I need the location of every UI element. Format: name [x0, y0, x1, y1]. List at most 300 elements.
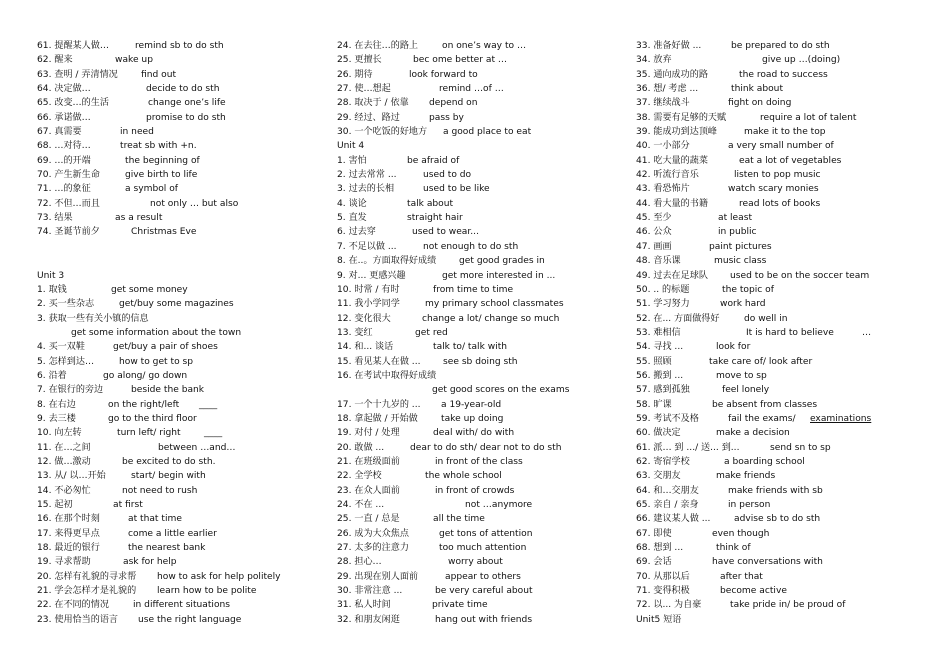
- vocab-entry: [37, 383, 322, 397]
- chinese-phrase: 15. 看见某人在做 ...: [337, 356, 421, 367]
- vocab-entry: [37, 426, 322, 440]
- chinese-phrase: 10. 向左转: [37, 428, 82, 439]
- english-phrase: how to get to sp: [119, 356, 194, 367]
- english-phrase: send sn to sp: [770, 442, 831, 453]
- english-phrase: get some money: [111, 284, 188, 295]
- chinese-phrase: 28. 担心…: [337, 557, 382, 568]
- vocab-entry: [37, 82, 322, 96]
- english-phrase: depend on: [429, 98, 478, 109]
- english-phrase: fail the exams/: [728, 413, 796, 424]
- phrase-suffix: ____: [199, 399, 218, 410]
- chinese-phrase: 69. …的开端: [37, 155, 91, 166]
- blank-line: [37, 240, 322, 254]
- chinese-phrase: 35. 通向成功的路: [636, 69, 708, 80]
- english-phrase: be afraid of: [407, 155, 460, 166]
- english-phrase: be excited to do sth.: [122, 456, 216, 467]
- vocab-entry: [337, 426, 627, 440]
- vocab-entry: [337, 39, 627, 53]
- vocab-entry: [636, 570, 936, 584]
- english-phrase: think of: [716, 543, 751, 554]
- chinese-phrase: 55. 照顾: [636, 356, 672, 367]
- vocab-entry: [37, 111, 322, 125]
- chinese-phrase: 62. 醒来: [37, 55, 73, 66]
- chinese-phrase: 6. 沿着: [37, 370, 67, 381]
- vocab-entry: [636, 613, 936, 627]
- english-phrase: watch scary monies: [728, 184, 819, 195]
- chinese-phrase: 13. 从/ 以…开始: [37, 471, 106, 482]
- chinese-phrase: 49. 过去在足球队: [636, 270, 708, 281]
- chinese-phrase: 44. 看大量的书籍: [636, 198, 708, 209]
- vocab-entry: [337, 340, 627, 354]
- vocab-entry: [37, 484, 322, 498]
- chinese-phrase: 4. 买一双鞋: [37, 342, 85, 353]
- vocab-entry: [636, 326, 936, 340]
- english-phrase: a symbol of: [125, 184, 178, 195]
- english-phrase: get tons of attention: [439, 528, 533, 539]
- chinese-phrase: 19. 对付 / 处理: [337, 428, 400, 439]
- vocab-entry: [37, 369, 322, 383]
- english-phrase: require a lot of talent: [760, 112, 857, 123]
- english-phrase: in front of the class: [435, 456, 523, 467]
- chinese-phrase: 2. 买一些杂志: [37, 299, 95, 310]
- chinese-phrase: 28. 取决于 / 依靠: [337, 98, 409, 109]
- vocab-entry: [37, 441, 322, 455]
- english-phrase: used to wear...: [412, 227, 479, 238]
- english-phrase: deal with/ do with: [433, 428, 515, 439]
- chinese-phrase: 66. 建议某人做 ...: [636, 514, 711, 525]
- chinese-phrase: 27. 使…想起: [337, 84, 391, 95]
- vocab-entry: [37, 283, 322, 297]
- vocab-entry: [337, 383, 627, 397]
- chinese-phrase: 66. 承诺做…: [37, 112, 91, 123]
- vocab-entry: [37, 584, 322, 598]
- chinese-phrase: 11. 我小学同学: [337, 299, 400, 310]
- chinese-phrase: 5. 怎样到达…: [37, 356, 95, 367]
- chinese-phrase: 15. 起初: [37, 500, 73, 510]
- chinese-phrase: 9. 去三楼: [37, 413, 76, 424]
- vocab-entry: [37, 512, 322, 526]
- chinese-phrase: 42. 听流行音乐: [636, 170, 699, 181]
- chinese-phrase: 20. 敢做 ...: [337, 442, 385, 453]
- vocab-entry: [636, 211, 936, 225]
- vocab-entry: [636, 240, 936, 254]
- vocab-entry: [636, 541, 936, 555]
- vocab-entry: [337, 139, 627, 153]
- vocab-entry: [636, 53, 936, 67]
- chinese-phrase: 43. 看恐怖片: [636, 184, 690, 195]
- chinese-phrase: 20. 怎样有礼貌的寻求帮: [37, 571, 137, 582]
- english-phrase: do well in: [744, 313, 788, 324]
- english-phrase: ask for help: [123, 557, 177, 568]
- chinese-phrase: 68. 想到 ...: [636, 543, 684, 554]
- english-phrase: after that: [720, 571, 763, 582]
- vocab-entry: [37, 555, 322, 569]
- chinese-phrase: 1. 取钱: [37, 284, 67, 295]
- chinese-phrase: 30. 非常注意 ...: [337, 586, 403, 597]
- vocab-entry: [636, 412, 936, 426]
- english-phrase: at that time: [128, 514, 182, 525]
- vocab-entry: [337, 441, 627, 455]
- vocab-entry: [37, 182, 322, 196]
- chinese-phrase: 50. .. 的标题: [636, 284, 690, 295]
- chinese-phrase: 8. 在..。方面取得好成绩: [337, 256, 437, 267]
- vocab-entry: [636, 225, 936, 239]
- vocab-entry: [37, 312, 322, 326]
- chinese-phrase: 71. …的象征: [37, 184, 91, 195]
- vocab-entry: [337, 326, 627, 340]
- chinese-phrase: 19. 寻求帮助: [37, 557, 91, 568]
- chinese-phrase: 10. 时常 / 有时: [337, 284, 400, 295]
- vocab-entry: [37, 527, 322, 541]
- chinese-phrase: 70. 从那以后: [636, 571, 690, 582]
- vocab-entry: [337, 197, 627, 211]
- chinese-phrase: 40. 一小部分: [636, 141, 690, 152]
- vocab-entry: [636, 197, 936, 211]
- chinese-phrase: 3. 获取一些有关小镇的信息: [37, 313, 149, 324]
- vocab-entry: [636, 383, 936, 397]
- vocab-entry: [37, 225, 322, 239]
- vocab-entry: [337, 53, 627, 67]
- phrase-suffix: …: [862, 327, 872, 338]
- chinese-phrase: 17. 来得更早点: [37, 528, 100, 539]
- english-phrase: give birth to life: [125, 170, 198, 181]
- english-phrase: used to be on the soccer team: [730, 270, 870, 281]
- chinese-phrase: 30. 一个吃饭的好地方: [337, 127, 428, 138]
- english-phrase: think about: [731, 84, 784, 95]
- english-phrase: get good scores on the exams: [432, 385, 570, 396]
- english-phrase: too much attention: [439, 543, 527, 554]
- vocab-entry: [37, 297, 322, 311]
- vocab-entry: [337, 469, 627, 483]
- english-phrase: make it to the top: [744, 127, 826, 138]
- vocab-entry: [636, 312, 936, 326]
- chinese-phrase: 18. 最近的银行: [37, 543, 100, 554]
- english-phrase: not enough to do sth: [423, 241, 519, 252]
- english-phrase: look forward to: [409, 69, 478, 80]
- english-phrase: work hard: [720, 299, 766, 310]
- english-phrase: remind …of …: [439, 84, 504, 95]
- vocab-entry: [636, 369, 936, 383]
- vocab-entry: [37, 269, 322, 283]
- english-phrase: give up …(doing): [762, 55, 841, 66]
- vocab-entry: [337, 240, 627, 254]
- vocab-entry: [636, 455, 936, 469]
- vocab-entry: [337, 182, 627, 196]
- english-phrase: between …and…: [158, 442, 236, 453]
- chinese-phrase: 22. 全学校: [337, 471, 382, 482]
- vocab-entry: [337, 570, 627, 584]
- english-phrase: a boarding school: [724, 456, 805, 467]
- chinese-phrase: 29. 经过、路过: [337, 112, 400, 123]
- english-phrase: in person: [728, 500, 771, 510]
- chinese-phrase: 48. 音乐课: [636, 256, 681, 267]
- english-phrase: the beginning of: [125, 155, 200, 166]
- english-phrase: paint pictures: [709, 241, 772, 252]
- vocab-entry: [37, 598, 322, 612]
- phrase-suffix: ____: [204, 428, 223, 439]
- english-phrase: a very small number of: [728, 141, 834, 152]
- english-phrase: hang out with friends: [435, 614, 533, 625]
- chinese-phrase: 27. 太多的注意力: [337, 543, 409, 554]
- vocab-entry: [636, 598, 936, 612]
- english-phrase: go to the third floor: [108, 413, 197, 424]
- vocab-entry: [37, 412, 322, 426]
- chinese-phrase: Unit5 短语: [636, 614, 682, 625]
- vocab-entry: [636, 125, 936, 139]
- english-phrase: in need: [120, 127, 154, 138]
- chinese-phrase: 6. 过去穿: [337, 227, 376, 238]
- chinese-phrase: 61. 提醒某人做…: [37, 41, 109, 51]
- vocab-entry: [337, 269, 627, 283]
- vocab-entry: [337, 555, 627, 569]
- chinese-phrase: 29. 出现在别人面前: [337, 571, 419, 582]
- chinese-phrase: 65. 改变…的生活: [37, 98, 109, 109]
- chinese-phrase: 24. 不在 ...: [337, 500, 385, 510]
- chinese-phrase: 52. 在... 方面做得好: [636, 313, 720, 324]
- english-phrase: use the right language: [138, 614, 242, 625]
- vocab-entry: [636, 139, 936, 153]
- chinese-phrase: 36. 想/ 考虑 ...: [636, 84, 699, 95]
- chinese-phrase: 31. 私人时间: [337, 600, 391, 611]
- english-phrase: be very careful about: [435, 586, 533, 597]
- english-phrase: decide to do sth: [146, 84, 220, 95]
- english-phrase: take care of/ look after: [709, 356, 813, 367]
- vocab-entry: [37, 96, 322, 110]
- english-phrase: a 19-year-old: [441, 399, 502, 410]
- chinese-phrase: 33. 准备好做 ...: [636, 41, 702, 51]
- english-phrase: beside the bank: [131, 385, 205, 396]
- english-phrase: take up doing: [441, 413, 504, 424]
- vocab-entry: [337, 412, 627, 426]
- chinese-phrase: 70. 产生新生命: [37, 170, 100, 181]
- english-phrase: have conversations with: [712, 557, 823, 568]
- chinese-phrase: 16. 在考试中取得好成绩: [337, 370, 437, 381]
- chinese-phrase: 25. 更擅长: [337, 55, 382, 66]
- vocab-entry: [636, 527, 936, 541]
- chinese-phrase: 12. 做…激动: [37, 456, 91, 467]
- english-phrase: private time: [432, 600, 488, 611]
- english-phrase: treat sb with +n.: [120, 141, 197, 152]
- chinese-phrase: 61. 派… 到 .../ 送... 到...: [636, 442, 740, 453]
- english-phrase: come a little earlier: [128, 528, 217, 539]
- vocab-entry: [636, 82, 936, 96]
- english-phrase: look for: [716, 342, 751, 353]
- english-phrase: wake up: [115, 55, 153, 66]
- vocab-entry: [37, 340, 322, 354]
- english-phrase: make friends with sb: [728, 485, 823, 496]
- vocabulary-column-3: [636, 39, 936, 627]
- vocab-entry: [37, 68, 322, 82]
- vocab-entry: [636, 168, 936, 182]
- english-phrase: It is hard to believe: [746, 327, 834, 338]
- vocab-entry: [37, 168, 322, 182]
- english-phrase: make friends: [716, 471, 776, 482]
- vocab-entry: [337, 211, 627, 225]
- chinese-phrase: 72. 以... 为自豪: [636, 600, 702, 611]
- chinese-phrase: Unit 3: [37, 270, 65, 281]
- chinese-phrase: Unit 4: [337, 141, 365, 152]
- blank-line: [37, 254, 322, 268]
- vocab-entry: [636, 512, 936, 526]
- english-phrase: in different situations: [133, 600, 231, 611]
- english-phrase: my primary school classmates: [425, 299, 564, 310]
- english-phrase: in front of crowds: [435, 485, 515, 496]
- chinese-phrase: 4. 谈论: [337, 198, 367, 209]
- chinese-phrase: 53. 难相信: [636, 327, 681, 338]
- phrase-suffix: examinations: [810, 413, 872, 424]
- english-phrase: get/buy some magazines: [119, 299, 234, 310]
- vocab-entry: [636, 269, 936, 283]
- vocab-entry: [37, 398, 322, 412]
- vocab-entry: [337, 283, 627, 297]
- vocab-entry: [37, 154, 322, 168]
- chinese-phrase: 24. 在去往…的路上: [337, 41, 419, 51]
- chinese-phrase: 41. 吃大量的蔬菜: [636, 155, 708, 166]
- vocab-entry: [37, 53, 322, 67]
- vocab-entry: [37, 326, 322, 340]
- chinese-phrase: 69. 会话: [636, 557, 672, 568]
- english-phrase: on one’s way to …: [442, 41, 527, 51]
- chinese-phrase: 71. 变得积极: [636, 586, 690, 597]
- chinese-phrase: 26. 期待: [337, 69, 373, 80]
- chinese-phrase: 62. 寄宿学校: [636, 456, 690, 467]
- chinese-phrase: 23. 使用恰当的语言: [37, 614, 119, 625]
- english-phrase: read lots of books: [739, 198, 821, 209]
- english-phrase: Christmas Eve: [131, 227, 197, 238]
- chinese-phrase: 21. 学会怎样才是礼貌的: [37, 586, 137, 597]
- vocab-entry: [636, 96, 936, 110]
- vocab-entry: [337, 598, 627, 612]
- chinese-phrase: 64. 和…交朋友: [636, 485, 699, 496]
- chinese-phrase: 17. 一个十九岁的 ...: [337, 399, 421, 410]
- chinese-phrase: 51. 学习努力: [636, 299, 690, 310]
- english-phrase: get red: [415, 327, 448, 338]
- vocab-entry: [337, 297, 627, 311]
- english-phrase: the nearest bank: [128, 543, 206, 554]
- chinese-phrase: 7. 不足以做 ...: [337, 241, 397, 252]
- vocab-entry: [337, 369, 627, 383]
- english-phrase: worry about: [448, 557, 503, 568]
- english-phrase: see sb doing sth: [443, 356, 518, 367]
- vocab-entry: [636, 555, 936, 569]
- chinese-phrase: 64. 决定做…: [37, 84, 91, 95]
- vocab-entry: [37, 355, 322, 369]
- vocab-entry: [636, 584, 936, 598]
- vocab-entry: [636, 68, 936, 82]
- vocab-entry: [337, 527, 627, 541]
- vocab-entry: [636, 39, 936, 53]
- chinese-phrase: 1. 害怕: [337, 155, 367, 166]
- english-phrase: in public: [718, 227, 757, 238]
- english-phrase: move to sp: [716, 370, 767, 381]
- vocab-entry: [636, 297, 936, 311]
- chinese-phrase: 22. 在不同的情况: [37, 600, 109, 611]
- english-phrase: straight hair: [407, 213, 463, 224]
- chinese-phrase: 59. 考试不及格: [636, 413, 699, 424]
- english-phrase: on the right/left: [108, 399, 180, 410]
- chinese-phrase: 12. 变化很大: [337, 313, 391, 324]
- english-phrase: listen to pop music: [734, 170, 821, 181]
- vocab-entry: [337, 312, 627, 326]
- chinese-phrase: 57. 感到孤独: [636, 385, 690, 396]
- vocab-entry: [337, 125, 627, 139]
- english-phrase: used to do: [423, 170, 472, 181]
- chinese-phrase: 2. 过去常常 ...: [337, 170, 397, 181]
- english-phrase: get more interested in ...: [442, 270, 556, 281]
- chinese-phrase: 46. 公众: [636, 227, 672, 238]
- vocab-entry: [37, 469, 322, 483]
- english-phrase: pass by: [429, 112, 464, 123]
- chinese-phrase: 47. 画画: [636, 241, 672, 252]
- vocab-entry: [337, 154, 627, 168]
- english-phrase: at first: [113, 500, 143, 510]
- english-phrase: go along/ go down: [103, 370, 188, 381]
- vocab-entry: [337, 455, 627, 469]
- chinese-phrase: 73. 结果: [37, 213, 73, 224]
- vocab-entry: [337, 254, 627, 268]
- vocab-entry: [636, 283, 936, 297]
- chinese-phrase: 13. 变红: [337, 327, 373, 338]
- english-phrase: advise sb to do sth: [734, 514, 821, 525]
- english-phrase: not …anymore: [465, 500, 533, 510]
- chinese-phrase: 9. 对... 更感兴趣: [337, 270, 406, 281]
- english-phrase: make a decision: [716, 428, 790, 439]
- english-phrase: bec ome better at …: [413, 55, 508, 66]
- english-phrase: how to ask for help politely: [157, 571, 281, 582]
- vocab-entry: [337, 96, 627, 110]
- chinese-phrase: 14. 和... 谈话: [337, 342, 394, 353]
- english-phrase: fight on doing: [728, 98, 792, 109]
- vocab-entry: [636, 498, 936, 512]
- english-phrase: from time to time: [433, 284, 514, 295]
- english-phrase: the topic of: [722, 284, 774, 295]
- vocab-entry: [337, 613, 627, 627]
- chinese-phrase: 60. 做决定: [636, 428, 681, 439]
- vocab-entry: [37, 139, 322, 153]
- english-phrase: even though: [712, 528, 770, 539]
- english-phrase: start/ begin with: [131, 471, 206, 482]
- chinese-phrase: 18. 拿起做 / 开始做: [337, 413, 418, 424]
- english-phrase: feel lonely: [722, 385, 770, 396]
- chinese-phrase: 39. 能成功到达顶峰: [636, 127, 718, 138]
- chinese-phrase: 32. 和朋友闲逛: [337, 614, 400, 625]
- english-phrase: get some information about the town: [71, 327, 242, 338]
- chinese-phrase: 67. 即使: [636, 528, 672, 539]
- vocab-entry: [636, 469, 936, 483]
- english-phrase: find out: [141, 69, 177, 80]
- vocab-entry: [37, 197, 322, 211]
- chinese-phrase: 25. 一直 / 总是: [337, 514, 400, 525]
- chinese-phrase: 34. 放弃: [636, 55, 672, 66]
- chinese-phrase: 26. 成为大众焦点: [337, 528, 409, 539]
- vocab-entry: [636, 154, 936, 168]
- vocab-entry: [636, 441, 936, 455]
- english-phrase: eat a lot of vegetables: [739, 155, 842, 166]
- vocab-entry: [337, 498, 627, 512]
- vocab-entry: [37, 455, 322, 469]
- english-phrase: be absent from classes: [712, 399, 818, 410]
- english-phrase: appear to others: [445, 571, 521, 582]
- vocab-entry: [337, 82, 627, 96]
- vocab-entry: [636, 340, 936, 354]
- vocab-entry: [337, 168, 627, 182]
- chinese-phrase: 37. 继续战斗: [636, 98, 690, 109]
- english-phrase: not need to rush: [122, 485, 198, 496]
- vocabulary-column-2: [337, 39, 627, 627]
- english-phrase: remind sb to do sth: [135, 41, 224, 51]
- vocab-entry: [337, 584, 627, 598]
- vocab-entry: [636, 426, 936, 440]
